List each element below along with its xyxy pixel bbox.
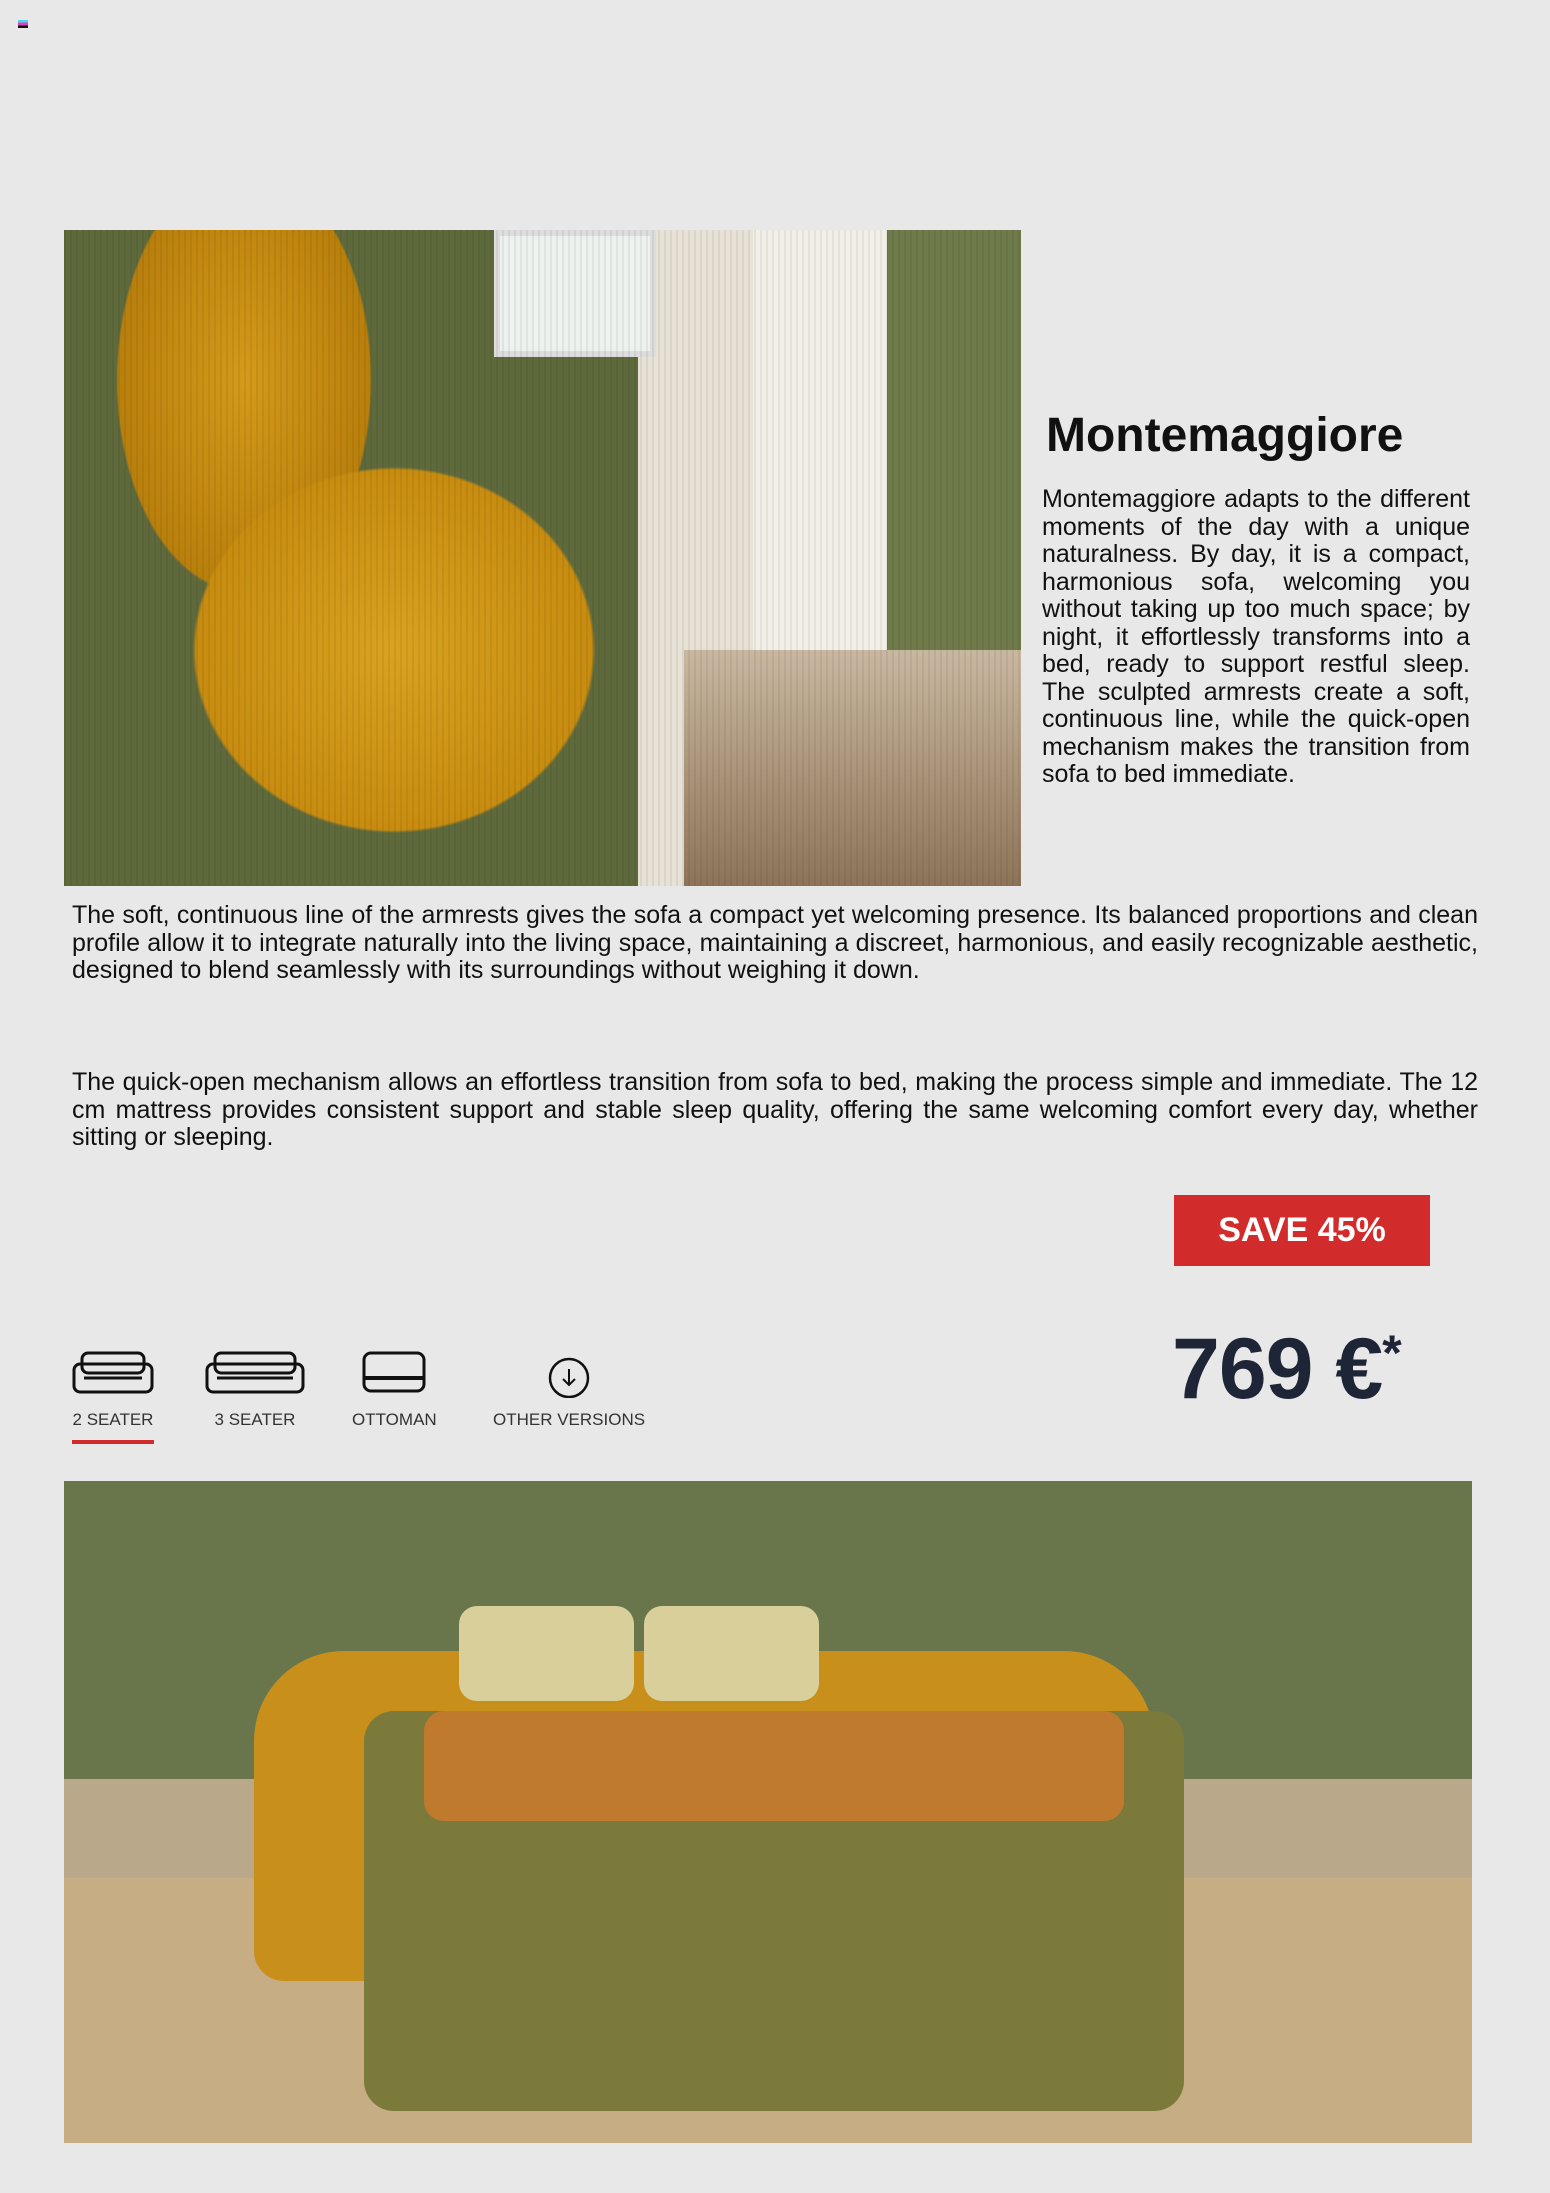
download-circle-icon xyxy=(545,1350,593,1398)
window xyxy=(494,230,656,357)
ottoman-icon xyxy=(359,1350,429,1398)
pillow xyxy=(459,1606,634,1701)
option-2-seater[interactable] xyxy=(72,1350,154,1444)
floor xyxy=(684,650,1021,886)
option-3-seater[interactable] xyxy=(205,1350,305,1430)
sofa-bed-room-image xyxy=(64,1481,1472,2143)
price-value: 769 € xyxy=(1172,1321,1383,1417)
option-ottoman[interactable] xyxy=(352,1350,437,1430)
option-label: 2 SEATER xyxy=(72,1410,154,1429)
price-note: * xyxy=(1382,1325,1401,1381)
price xyxy=(1172,1320,1401,1419)
throw-blanket xyxy=(424,1711,1124,1821)
selected-underline xyxy=(72,1440,154,1444)
armchair-closeup-image xyxy=(64,230,1021,886)
paragraph-armrests: The soft, continuous line of the armrests gives the sofa a compact yet welcoming presence. Its balanced proportions and clean profile allow it to integrate naturally into the living space, maintaining a discreet, harmonious, and easily recognizable aesthetic, designed to blend seamlessly with its surroundings without weighing it down. xyxy=(72,901,1478,984)
option-label: 3 SEATER xyxy=(214,1410,296,1429)
option-other-versions[interactable] xyxy=(493,1350,645,1430)
pillow xyxy=(644,1606,819,1701)
paragraph-mechanism: The quick-open mechanism allows an effortless transition from sofa to bed, making the process simple and immediate. The 12 cm mattress provides consistent support and stable sleep quality, offering the same welcoming comfort every day, whether sitting or sleeping. xyxy=(72,1068,1478,1151)
color-marker-icon xyxy=(18,20,28,28)
option-label: OTTOMAN xyxy=(352,1410,437,1429)
option-label: OTHER VERSIONS xyxy=(493,1410,646,1429)
save-badge: SAVE 45% xyxy=(1174,1195,1430,1266)
three-seater-icon xyxy=(205,1350,305,1398)
product-description: Montemaggiore adapts to the different moments of the day with a unique naturalness. By day, it is a compact, harmonious sofa, welcoming you without taking up too much space; by night, it effortlessly transforms into a bed, ready to support restful sleep. The sculpted armrests create a soft, continuous line, while the quick-open mechanism makes the transition from sofa to bed immediate. xyxy=(1042,485,1470,788)
two-seater-icon xyxy=(72,1350,154,1398)
product-title: Montemaggiore xyxy=(1046,409,1404,462)
